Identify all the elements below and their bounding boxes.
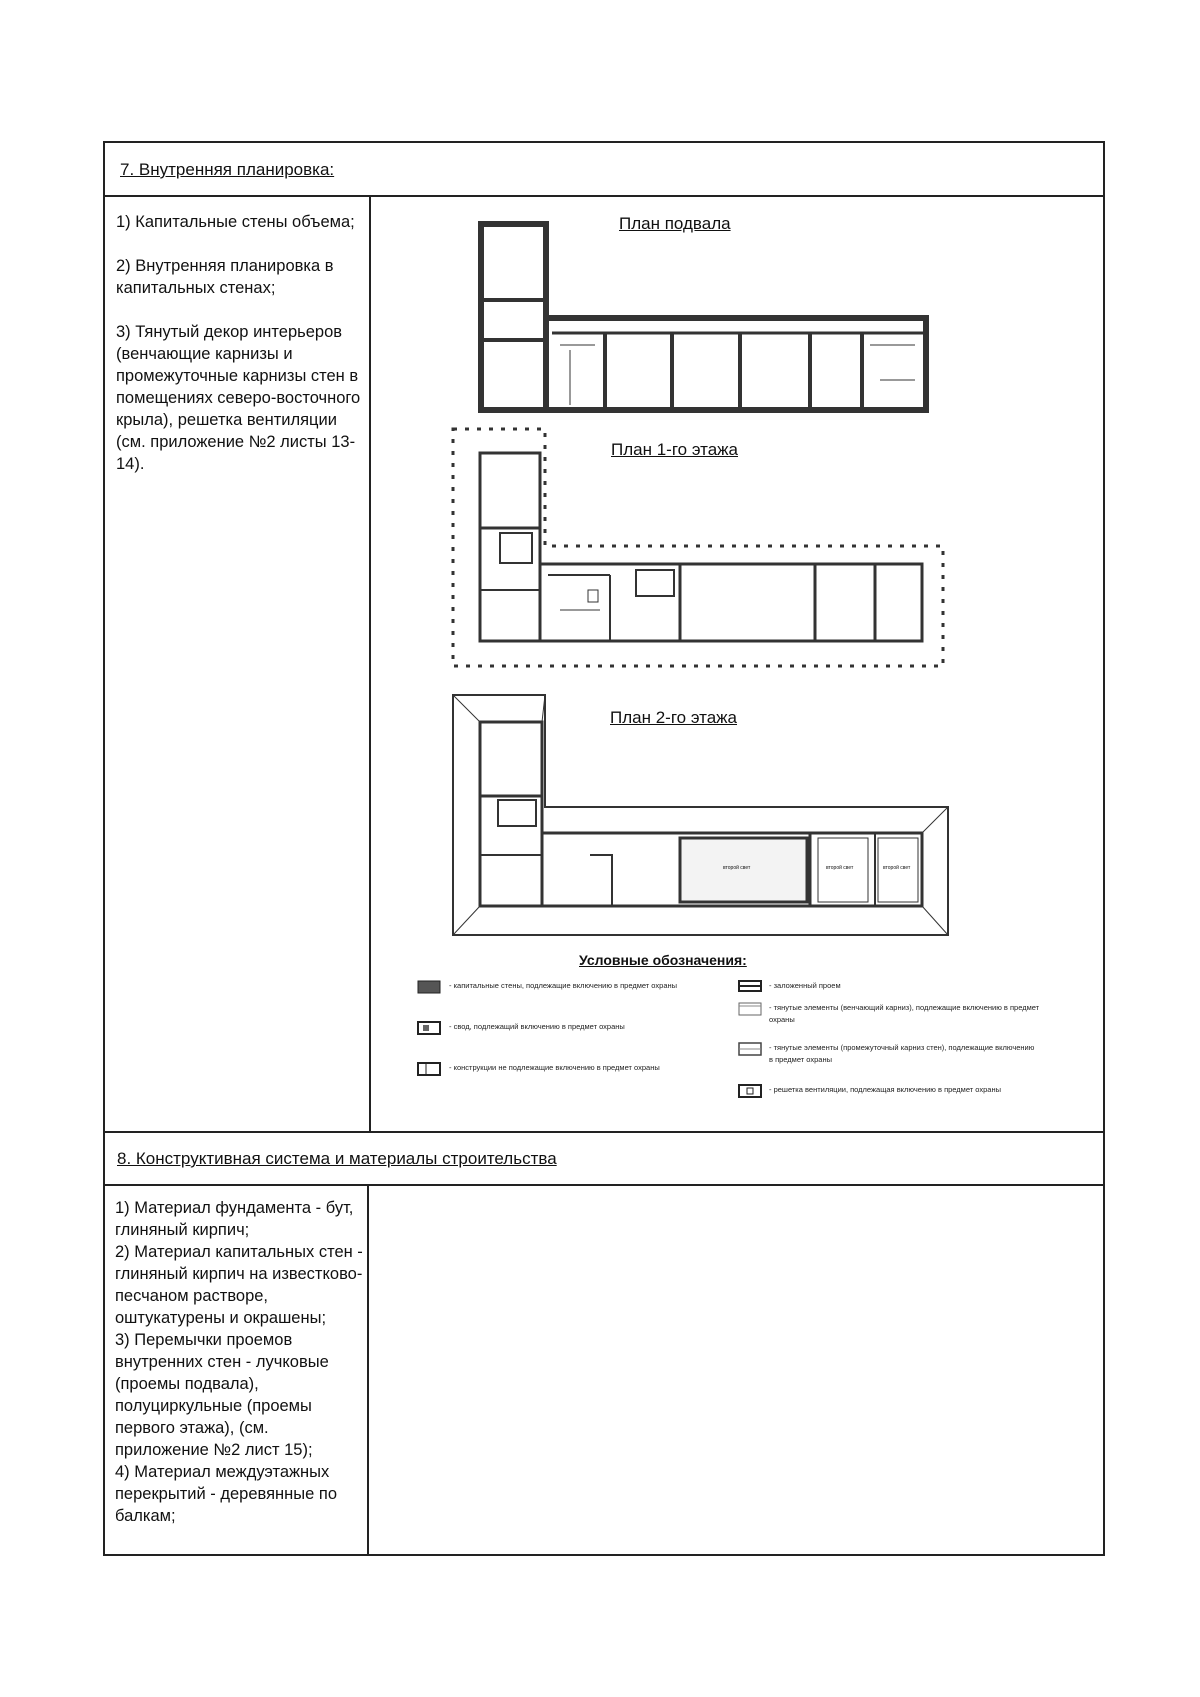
filled-opening-icon: [738, 980, 762, 992]
legend-item: - капитальные стены, подлежащие включению в предмет охраны: [449, 981, 678, 990]
legend-item: - тянутые элементы (венчающий карниз), подлежащие включению в предмет охраны: [769, 1003, 1040, 1024]
legend-item: - решетка вентиляции, подлежащая включению в предмет охраны: [769, 1085, 1001, 1094]
basement-plan-title: План подвала: [619, 214, 731, 233]
room-label: второй свет: [826, 865, 854, 871]
legend-item: - конструкции не подлежащие включению в предмет охраны: [449, 1063, 660, 1072]
legend-item: - заложенный проем: [769, 981, 841, 990]
second-floor-plan: [453, 695, 948, 935]
section-8-title: 8. Конструктивная система и материалы строительства: [117, 1149, 557, 1168]
first-floor-plan: [453, 429, 943, 666]
legend-item: - свод, подлежащий включению в предмет охраны: [449, 1022, 625, 1031]
open-wall-icon: [417, 1062, 441, 1076]
second-floor-plan-title: План 2-го этажа: [610, 708, 738, 727]
room-label: второй свет: [883, 865, 911, 871]
legend-item: - тянутые элементы (промежуточный карниз стен), подлежащие включению в предмет охраны: [769, 1043, 1035, 1064]
solid-wall-icon: [417, 980, 441, 994]
section-7-items: 1) Капитальные стены объема; 2) Внутренняя планировка в капитальных стенах; 3) Тянутый декор интерьеров (венчающие карнизы и промежуточные карнизы стен в помещениях северо-восточного крыла), решетка вентиляции (см. приложение №2 листы 13-14).: [116, 213, 361, 473]
basement-plan: [481, 224, 926, 410]
vent-grille-icon: [738, 1084, 762, 1098]
room-label: второй свет: [723, 865, 751, 871]
legend-title: Условные обозначения:: [579, 952, 747, 968]
top-cornice-icon: [738, 1002, 762, 1016]
first-floor-plan-title: План 1-го этажа: [611, 440, 739, 459]
section-8-items: 1) Материал фундамента - бут, глиняный кирпич; 2) Материал капитальных стен - глиняный кирпич на известково-песчаном растворе, оштукатурены и окрашены; 3) Перемычки проемов внутренних стен - лучковые (проемы подвала), полуциркульные (проемы первого этажа), (см. приложение №2 лист 15); 4) Материал междуэтажных перекрытий - деревянные по балкам;: [115, 1199, 363, 1525]
section-7-title: 7. Внутренняя планировка:: [120, 160, 335, 179]
mid-cornice-icon: [738, 1042, 762, 1056]
vault-icon: [417, 1021, 441, 1035]
